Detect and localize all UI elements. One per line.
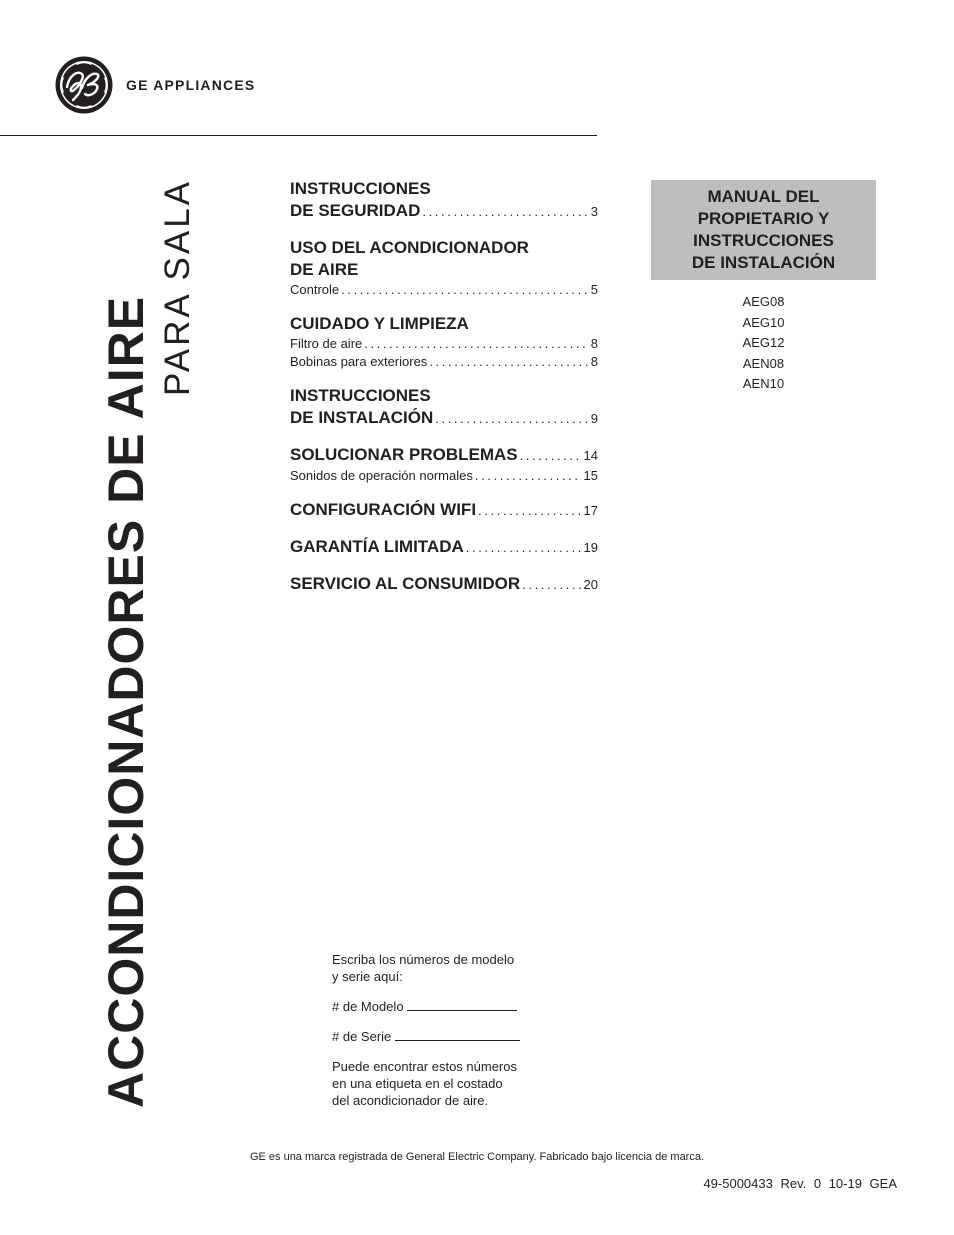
toc-page-number: 14 xyxy=(583,448,598,463)
toc-page-number: 19 xyxy=(583,540,598,555)
model-serial-form xyxy=(332,951,592,1122)
toc-entry[interactable] xyxy=(290,335,598,353)
toc-section xyxy=(290,499,598,522)
toc-section xyxy=(290,313,598,371)
model-number: AEN10 xyxy=(742,376,785,391)
toc-page-number: 8 xyxy=(590,336,598,351)
toc-heading-row[interactable] xyxy=(290,499,598,522)
toc-page-number: 8 xyxy=(590,354,598,369)
header-divider xyxy=(0,135,597,136)
toc-entry[interactable] xyxy=(290,281,598,299)
toc-leader xyxy=(520,445,582,467)
toc-section xyxy=(290,444,598,485)
toc-leader xyxy=(435,408,589,430)
toc-page-number: 15 xyxy=(583,468,598,483)
manual-title-line: DE INSTALACIÓN xyxy=(691,253,836,272)
toc-page-number: 5 xyxy=(590,282,598,297)
toc-page-number: 17 xyxy=(583,503,598,518)
model-number: AEN08 xyxy=(742,355,785,371)
form-intro-line: Escriba los números de modelo xyxy=(332,952,515,967)
brand-name: GE APPLIANCES xyxy=(126,77,256,93)
toc-leader xyxy=(364,335,589,353)
model-number-field[interactable] xyxy=(407,998,517,1011)
toc-entry[interactable] xyxy=(290,353,598,371)
toc-page-number: 9 xyxy=(590,411,598,426)
document-title: ACCONDICIONADORES DE AIRE xyxy=(98,295,154,1108)
toc-section xyxy=(290,573,598,596)
model-number: AEG08 xyxy=(742,294,785,309)
toc-heading-row[interactable] xyxy=(290,444,598,467)
toc-entry-label: Controle xyxy=(290,282,340,297)
toc-heading[interactable]: DE AIRE xyxy=(290,260,359,279)
model-number: AEG10 xyxy=(742,314,785,330)
manual-title-box xyxy=(651,180,876,280)
toc-section xyxy=(290,536,598,559)
form-intro-line: y serie aquí: xyxy=(332,969,403,984)
toc-section xyxy=(290,237,598,299)
form-note-line: del acondicionador de aire. xyxy=(332,1093,489,1108)
toc-entry-label: Filtro de aire xyxy=(290,336,363,351)
toc-heading[interactable]: INSTRUCCIONES xyxy=(290,179,431,198)
toc-leader xyxy=(475,467,582,485)
toc-heading-row[interactable] xyxy=(290,407,598,430)
toc-page-number: 20 xyxy=(583,577,598,592)
toc-entry-label: Bobinas para exteriores xyxy=(290,354,428,369)
form-note-line: Puede encontrar estos números xyxy=(332,1059,517,1074)
toc-entry-label: Sonidos de operación normales xyxy=(290,468,473,483)
toc-leader xyxy=(422,201,588,223)
toc-heading-row[interactable] xyxy=(290,573,598,596)
toc-heading: CONFIGURACIÓN WIFI xyxy=(290,500,477,519)
toc-leader xyxy=(522,574,581,596)
toc-section xyxy=(290,178,598,223)
model-number: AEG12 xyxy=(742,335,785,350)
toc-heading: SOLUCIONAR PROBLEMAS xyxy=(290,445,518,464)
serial-label: # de Serie xyxy=(332,1029,392,1044)
toc-heading: SERVICIO AL CONSUMIDOR xyxy=(290,574,521,593)
toc-heading[interactable]: INSTRUCCIONES xyxy=(290,386,431,405)
toc-leader xyxy=(478,500,581,522)
toc-entry[interactable] xyxy=(290,467,598,485)
table-of-contents xyxy=(290,178,598,610)
document-number: 49-5000433 Rev. 0 10-19 GEA xyxy=(703,1176,897,1191)
toc-heading: GARANTÍA LIMITADA xyxy=(290,537,464,556)
document-subtitle: PARA SALA xyxy=(158,178,197,396)
toc-heading-row[interactable] xyxy=(290,200,598,223)
toc-leader xyxy=(341,281,589,299)
toc-leader xyxy=(429,353,588,371)
ge-logo-icon xyxy=(55,56,113,114)
toc-heading-row[interactable] xyxy=(290,536,598,559)
manual-title-line: INSTRUCCIONES xyxy=(693,231,834,250)
form-note-line: en una etiqueta en el costado xyxy=(332,1076,503,1091)
toc-section xyxy=(290,385,598,430)
toc-page-number: 3 xyxy=(590,204,598,219)
manual-title-line: PROPIETARIO Y xyxy=(697,209,830,228)
toc-leader xyxy=(466,537,582,559)
toc-heading: DE SEGURIDAD xyxy=(290,201,421,220)
serial-number-field[interactable] xyxy=(395,1028,520,1041)
toc-heading[interactable]: CUIDADO Y LIMPIEZA xyxy=(290,314,469,333)
model-label: # de Modelo xyxy=(332,999,404,1014)
trademark-notice: GE es una marca registrada de General Electric Company. Fabricado bajo licencia de marca. xyxy=(249,1151,705,1163)
manual-title-line: MANUAL DEL xyxy=(707,187,820,206)
toc-heading[interactable]: USO DEL ACONDICIONADOR xyxy=(290,238,529,257)
toc-heading: DE INSTALACIÓN xyxy=(290,408,434,427)
model-list xyxy=(651,292,876,395)
